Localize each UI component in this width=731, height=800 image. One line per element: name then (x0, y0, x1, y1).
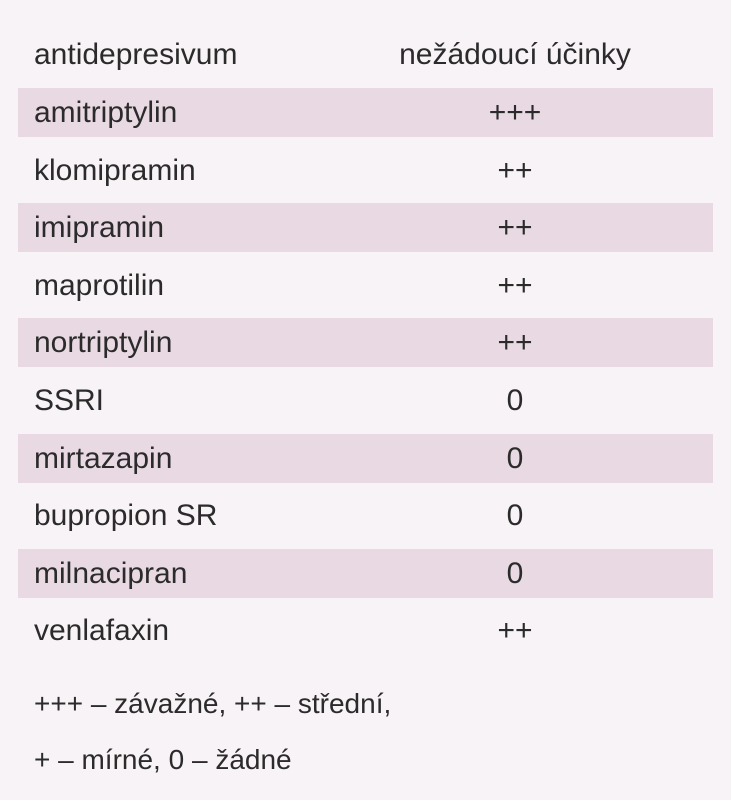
legend-line-1: +++ – závažné, ++ – střední, (34, 688, 392, 719)
table-row-milnacipran (18, 549, 713, 598)
effect-level: 0 (506, 556, 524, 590)
table-header (18, 30, 713, 80)
drug-name: amitriptylin (34, 96, 178, 129)
antidepressant-table (18, 88, 713, 664)
drug-name: milnacipran (34, 556, 188, 590)
legend-line-2: + – mírné, 0 – žádné (34, 744, 292, 775)
effect-level: ++ (497, 326, 533, 360)
table-row-klomipramin (18, 146, 713, 195)
effect-level: ++ (497, 614, 533, 648)
table-row-amitriptylin (18, 88, 713, 137)
table-row-maprotilin (18, 261, 713, 310)
header-drug: antidepresivum (34, 38, 238, 71)
drug-name: imipramin (34, 211, 165, 245)
drug-name: maprotilin (34, 268, 165, 302)
drug-name: nortriptylin (34, 326, 173, 360)
drug-name: SSRI (34, 383, 105, 417)
drug-name: mirtazapin (34, 441, 173, 475)
table-row-venlafaxin (18, 606, 713, 655)
effect-level: +++ (488, 96, 542, 129)
effect-level: 0 (506, 383, 524, 417)
effect-level: ++ (497, 268, 533, 302)
drug-name: bupropion SR (34, 499, 218, 533)
table-legend (34, 676, 391, 788)
effect-level: ++ (497, 153, 533, 187)
header-effects: nežádoucí účinky (399, 38, 631, 71)
table-row-nortriptylin (18, 318, 713, 367)
drug-name: venlafaxin (34, 614, 170, 648)
effect-level: 0 (506, 441, 524, 475)
table-row-mirtazapin (18, 434, 713, 483)
table-row-ssri (18, 376, 713, 425)
effect-level: 0 (506, 499, 524, 533)
table-row-imipramin (18, 203, 713, 252)
table-row-bupropion-sr (18, 491, 713, 540)
effect-level: ++ (497, 211, 533, 245)
drug-name: klomipramin (34, 153, 196, 187)
